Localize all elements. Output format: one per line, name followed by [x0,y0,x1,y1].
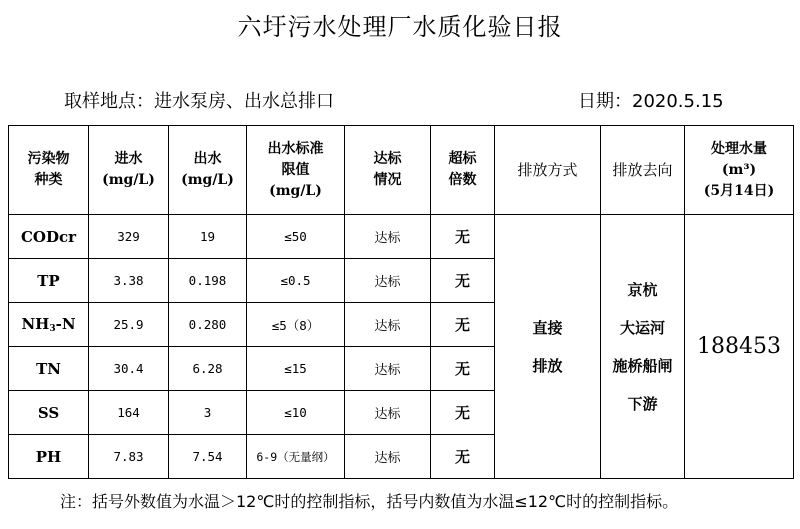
header-discharge-destination: 排放去向 [601,126,685,215]
header-standard-limit: 出水标准 限值 (mg/L) [247,126,345,215]
header-row [9,126,794,215]
standard-limit-value: ≤10 [247,391,345,435]
exceed-multiple: 无 [431,259,495,303]
effluent-value: 19 [169,215,247,259]
compliance-status: 达标 [345,215,431,259]
exceed-multiple: 无 [431,215,495,259]
exceed-multiple: 无 [431,303,495,347]
standard-limit-value: ≤0.5 [247,259,345,303]
standard-limit-value: ≤5（8） [247,303,345,347]
compliance-status: 达标 [345,347,431,391]
pollutant-name: CODcr [9,215,89,259]
discharge-method: 直接 排放 [495,215,601,479]
pollutant-name: $NH_3-N$ [9,303,89,347]
influent-value: 164 [89,391,169,435]
compliance-status: 达标 [345,435,431,479]
treated-volume: 188453 [685,215,794,479]
header-effluent: 出水 (mg/L) [169,126,247,215]
influent-value: 30.4 [89,347,169,391]
exceed-multiple: 无 [431,391,495,435]
compliance-status: 达标 [345,391,431,435]
compliance-status: 达标 [345,303,431,347]
influent-value: 3.38 [89,259,169,303]
compliance-status: 达标 [345,259,431,303]
pollutant-name: TN [9,347,89,391]
influent-value: 329 [89,215,169,259]
pollutant-name: SS [9,391,89,435]
sampling-location: 取样地点：进水泵房、出水总排口 [64,91,334,112]
water-quality-table [8,125,794,479]
report-title: 六圩污水处理厂水质化验日报 [237,13,563,41]
standard-limit-value: ≤15 [247,347,345,391]
footnote: 注：括号外数值为水温＞12℃时的控制指标，括号内数值为水温≤12℃时的控制指标。 [60,492,679,511]
report-date: 日期：2020.5.15 [578,91,724,112]
header-discharge-method: 排放方式 [495,126,601,215]
influent-value: 25.9 [89,303,169,347]
effluent-value: 0.198 [169,259,247,303]
discharge-destination: 京杭 大运河 施桥船闸 下游 [601,215,685,479]
exceed-multiple: 无 [431,435,495,479]
influent-value: 7.83 [89,435,169,479]
header-pollutant: 污染物 种类 [9,126,89,215]
pollutant-name: PH [9,435,89,479]
header-influent: 进水 (mg/L) [89,126,169,215]
header-compliance: 达标 情况 [345,126,431,215]
exceed-multiple: 无 [431,347,495,391]
effluent-value: 6.28 [169,347,247,391]
effluent-value: 3 [169,391,247,435]
header-treated-volume: 处理水量 (m³) (5月14日) [685,126,794,215]
table-row [9,215,794,259]
header-exceed-multiple: 超标 倍数 [431,126,495,215]
effluent-value: 7.54 [169,435,247,479]
standard-limit-value: ≤50 [247,215,345,259]
pollutant-name: TP [9,259,89,303]
standard-limit-value: 6-9（无量纲） [247,435,345,479]
effluent-value: 0.280 [169,303,247,347]
